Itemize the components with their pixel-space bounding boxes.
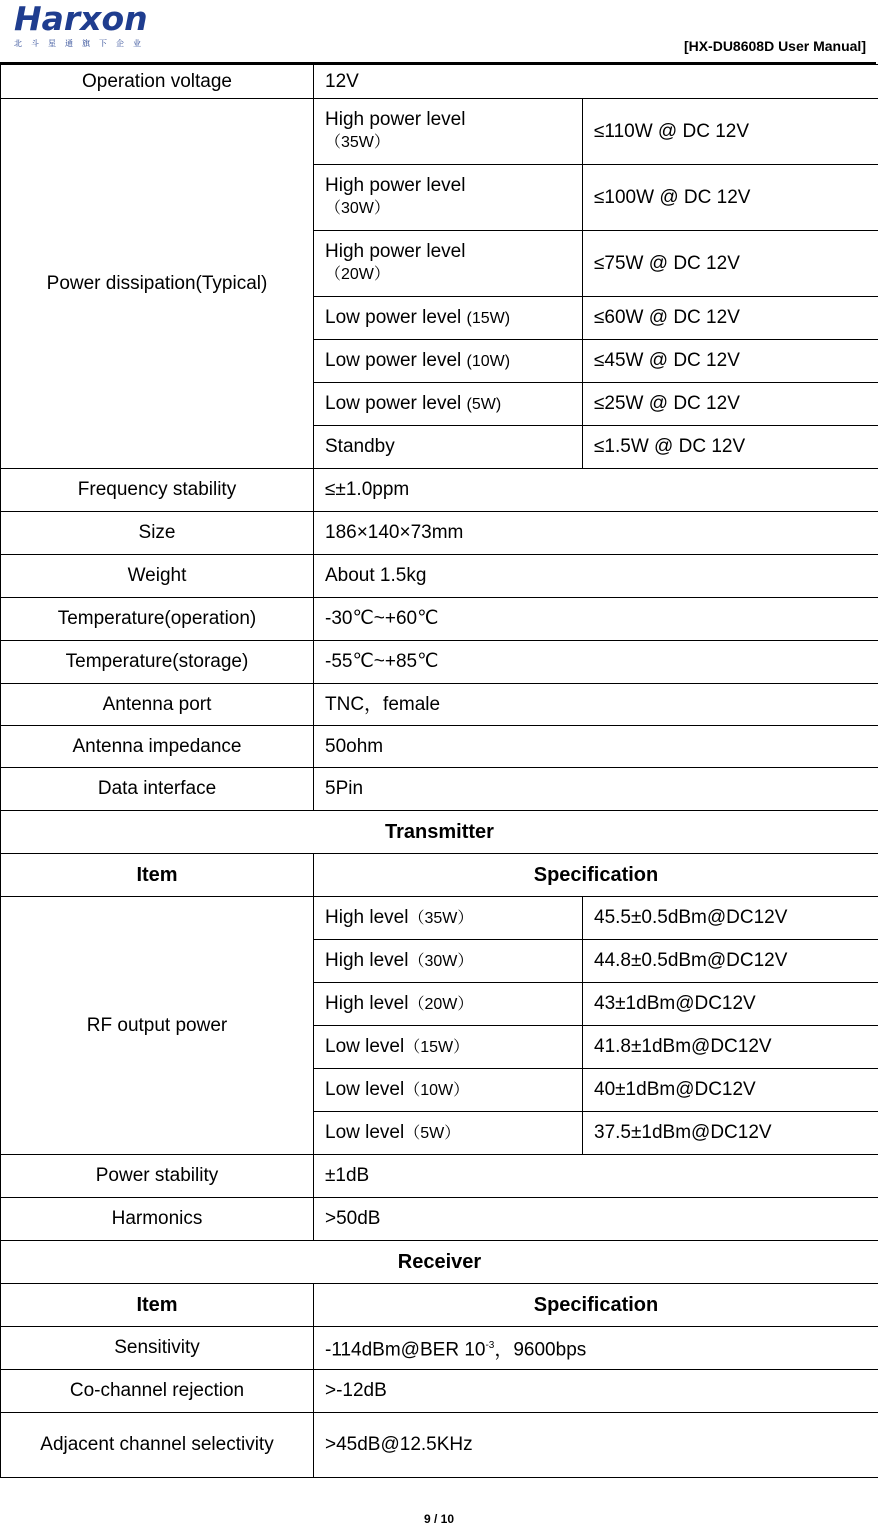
row-value: -114dBm@BER $10^{-3}$，9600bps xyxy=(314,1327,878,1370)
row-value: 43±1dBm@DC12V xyxy=(583,983,878,1026)
row-label: Sensitivity xyxy=(1,1327,314,1370)
table-row xyxy=(1,65,878,99)
column-header-row xyxy=(1,854,878,897)
row-value: ≤60W @ DC 12V xyxy=(583,297,878,340)
sub-label: Standby xyxy=(314,426,583,469)
row-value: 40±1dBm@DC12V xyxy=(583,1069,878,1112)
section-header-receiver xyxy=(1,1241,878,1284)
column-header-spec: Specification xyxy=(314,854,878,897)
row-value: >-12dB xyxy=(314,1370,878,1413)
table-row xyxy=(1,469,878,512)
row-label: Temperature(operation) xyxy=(1,598,314,641)
row-label: Power dissipation(Typical) xyxy=(1,99,314,469)
sub-label: Low level（10W） xyxy=(314,1069,583,1112)
sub-label: Low level（5W） xyxy=(314,1112,583,1155)
table-row xyxy=(1,99,878,165)
row-label: Temperature(storage) xyxy=(1,641,314,684)
row-value: 12V xyxy=(314,65,878,99)
column-header-spec: Specification xyxy=(314,1284,878,1327)
row-value: ≤45W @ DC 12V xyxy=(583,340,878,383)
row-label: Co-channel rejection xyxy=(1,1370,314,1413)
table-row xyxy=(1,1198,878,1241)
sub-label: Low power level (15W) xyxy=(314,297,583,340)
row-value: ≤1.5W @ DC 12V xyxy=(583,426,878,469)
column-header-row xyxy=(1,1284,878,1327)
section-title: Receiver xyxy=(1,1241,878,1284)
row-value: -55℃~+85℃ xyxy=(314,641,878,684)
table-row xyxy=(1,897,878,940)
table-row xyxy=(1,1413,878,1478)
row-label: Antenna impedance xyxy=(1,726,314,768)
logo-wordmark: Harxon xyxy=(14,0,148,38)
table-row xyxy=(1,555,878,598)
row-value: 44.8±0.5dBm@DC12V xyxy=(583,940,878,983)
row-value: ≤±1.0ppm xyxy=(314,469,878,512)
row-label: Antenna port xyxy=(1,684,314,726)
row-label: Weight xyxy=(1,555,314,598)
row-label: Frequency stability xyxy=(1,469,314,512)
row-value: ±1dB xyxy=(314,1155,878,1198)
row-value: TNC，female xyxy=(314,684,878,726)
sub-label: High power level （30W） xyxy=(314,165,583,231)
table-row xyxy=(1,1370,878,1413)
row-value: ≤110W @ DC 12V xyxy=(583,99,878,165)
row-value: 45.5±0.5dBm@DC12V xyxy=(583,897,878,940)
table-row xyxy=(1,641,878,684)
row-label: RF output power xyxy=(1,897,314,1155)
row-value: 5Pin xyxy=(314,768,878,811)
row-value: ≤75W @ DC 12V xyxy=(583,231,878,297)
table-row xyxy=(1,1327,878,1370)
table-row xyxy=(1,1155,878,1198)
row-label: Harmonics xyxy=(1,1198,314,1241)
table-row xyxy=(1,512,878,555)
section-title: Transmitter xyxy=(1,811,878,854)
sub-label: High level（30W） xyxy=(314,940,583,983)
row-value: 41.8±1dBm@DC12V xyxy=(583,1026,878,1069)
row-value: 186×140×73mm xyxy=(314,512,878,555)
row-value: >45dB@12.5KHz xyxy=(314,1413,878,1478)
spec-table xyxy=(0,64,878,1478)
row-value: 50ohm xyxy=(314,726,878,768)
row-label: Power stability xyxy=(1,1155,314,1198)
row-label: Adjacent channel selectivity xyxy=(1,1413,314,1478)
logo-subtext: 北斗星通旗下企业 xyxy=(14,39,150,48)
sub-label: High power level （35W） xyxy=(314,99,583,165)
table-row xyxy=(1,598,878,641)
sub-label: High level（35W） xyxy=(314,897,583,940)
sub-label: Low power level (10W) xyxy=(314,340,583,383)
section-header-transmitter xyxy=(1,811,878,854)
sub-label: Low power level (5W) xyxy=(314,383,583,426)
sub-label: High level（20W） xyxy=(314,983,583,1026)
row-label: Size xyxy=(1,512,314,555)
column-header-item: Item xyxy=(1,1284,314,1327)
row-value: >50dB xyxy=(314,1198,878,1241)
table-row xyxy=(1,726,878,768)
row-value: 37.5±1dBm@DC12V xyxy=(583,1112,878,1155)
row-value: -30℃~+60℃ xyxy=(314,598,878,641)
row-label: Data interface xyxy=(1,768,314,811)
table-row xyxy=(1,768,878,811)
page-number: 9 / 10 xyxy=(423,1512,455,1526)
sub-label: High power level （20W） xyxy=(314,231,583,297)
row-value: About 1.5kg xyxy=(314,555,878,598)
harxon-logo xyxy=(14,2,154,52)
table-row xyxy=(1,684,878,726)
sub-label: Low level（15W） xyxy=(314,1026,583,1069)
column-header-item: Item xyxy=(1,854,314,897)
manual-title: [HX-DU8608D User Manual] xyxy=(683,38,866,54)
row-value: ≤100W @ DC 12V xyxy=(583,165,878,231)
row-label: Operation voltage xyxy=(1,65,314,99)
row-value: ≤25W @ DC 12V xyxy=(583,383,878,426)
